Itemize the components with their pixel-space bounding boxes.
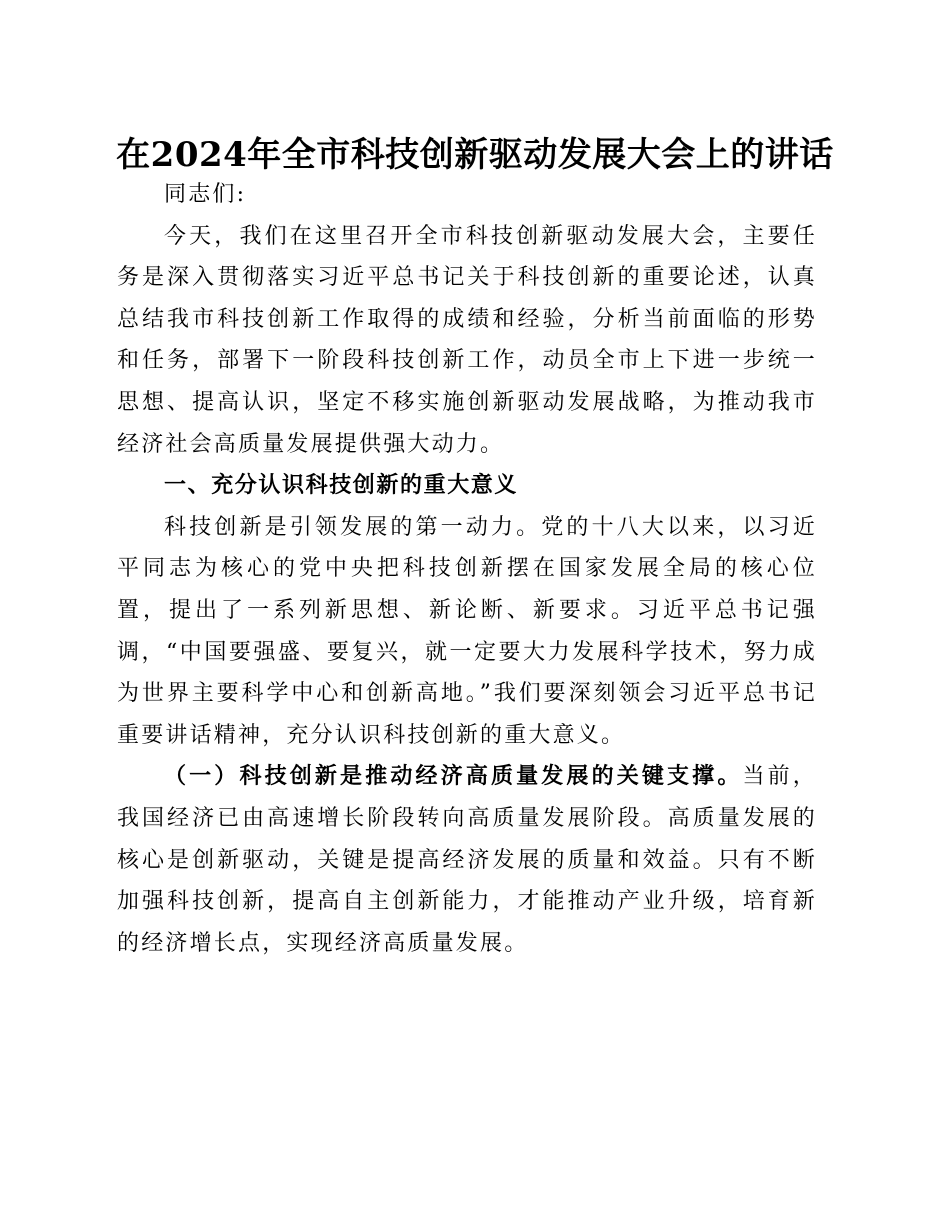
section-heading-1: 一、充分认识科技创新的重大意义 <box>164 473 519 499</box>
subsection-1-body: 当前，我国经济已由高速增长阶段转向高质量发展阶段。高质量发展的核心是创新驱动，关键是提高经济发展的质量和效益。只有不断加强科技创新，提高自主创新能力，才能推动产业升级，培育新的经济增长点，实现经济高质量发展。 <box>117 764 817 956</box>
section-1-paragraph: 科技创新是引领发展的第一动力。党的十八大以来，以习近平同志为核心的党中央把科技创新摆在国家发展全局的核心位置，提出了一系列新思想、新论断、新要求。习近平总书记强调，“中国要强盛、要复兴，就一定要大力发展科学技术，努力成为世界主要科学中心和创新高地。”我们要深刻领会习近平总书记重要讲话精神，充分认识科技创新的重大意义。 <box>117 514 817 748</box>
subsection-1-lead: （一）科技创新是推动经济高质量发展的关键支撑。 <box>164 763 743 790</box>
intro-paragraph: 今天，我们在这里召开全市科技创新驱动发展大会，主要任务是深入贯彻落实习近平总书记关于科技创新的重要论述，认真总结我市科技创新工作取得的成绩和经验，分析当前面临的形势和任务，部署下一阶段科技创新工作，动员全市上下进一步统一思想、提高认识，坚定不移实施创新驱动发展战略，为推动我市经济社会高质量发展提供强大动力。 <box>117 223 817 457</box>
document-title: 在2024年全市科技创新驱动发展大会上的讲话 <box>116 135 834 175</box>
subsection-1-paragraph <box>117 756 817 964</box>
salutation: 同志们: <box>164 182 247 207</box>
document-body <box>117 174 817 964</box>
